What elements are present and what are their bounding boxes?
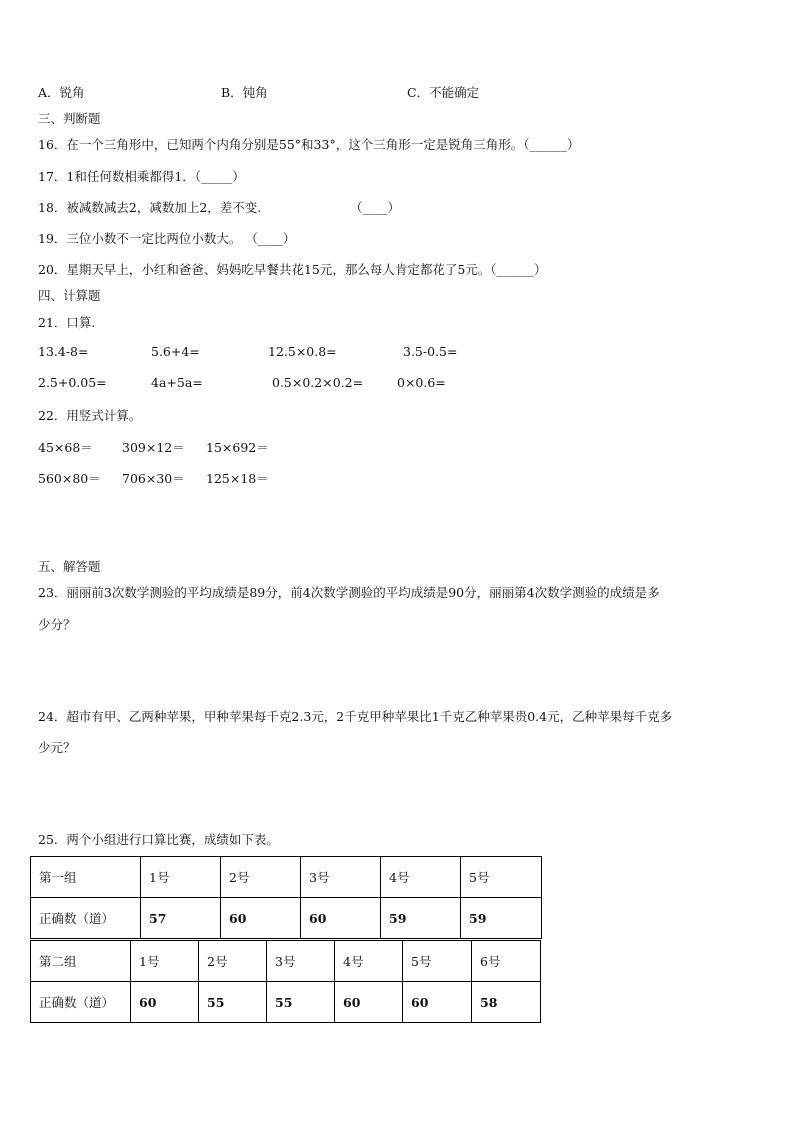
table-cell: 3号 (301, 857, 381, 898)
question-25-title: 25．两个小组进行口算比赛，成绩如下表。 (38, 832, 279, 847)
table-cell: 正确数（道） (31, 898, 141, 939)
question-23-line2: 少分？ (38, 617, 76, 632)
section-4-title: 四、计算题 (38, 288, 101, 303)
table-cell: 55 (199, 982, 267, 1023)
q21-item: 5.6+4= (151, 344, 200, 359)
table-cell: 59 (381, 898, 461, 939)
table-row (31, 982, 541, 1023)
table-cell: 60 (221, 898, 301, 939)
q15-option-a: A．锐角 (38, 85, 85, 100)
score-table-group-1 (30, 856, 542, 939)
question-24-line1: 24．超市有甲、乙两种苹果，甲种苹果每千克2.3元，2千克甲种苹果比1千克乙种苹果贵0.4元，乙种苹果每千克多 (38, 709, 673, 724)
table-cell: 4号 (381, 857, 461, 898)
q21-item: 4a+5a= (151, 375, 203, 390)
q22-item: 15×692＝ (206, 440, 269, 455)
table-cell: 2号 (221, 857, 301, 898)
question-22-title: 22．用竖式计算。 (38, 408, 142, 423)
question-24-line2: 少元？ (38, 740, 76, 755)
table-cell: 5号 (403, 941, 472, 982)
question-16: 16．在一个三角形中，已知两个内角分别是55°和33°，这个三角形一定是锐角三角形。（______） (38, 137, 580, 152)
table-cell: 58 (472, 982, 541, 1023)
question-19: 19．三位小数不一定比两位小数大。 （____） (38, 231, 296, 246)
table-cell: 3号 (267, 941, 335, 982)
section-3-title: 三、判断题 (38, 111, 101, 126)
table-cell: 60 (301, 898, 381, 939)
q21-item: 2.5+0.05= (38, 375, 107, 390)
q21-item: 13.4-8= (38, 344, 89, 359)
q21-item: 0.5×0.2×0.2= (272, 375, 364, 390)
table-cell: 1号 (141, 857, 221, 898)
table-cell: 55 (267, 982, 335, 1023)
q21-item: 3.5-0.5= (403, 344, 458, 359)
table-cell: 2号 (199, 941, 267, 982)
q22-item: 560×80＝ (38, 471, 101, 486)
q22-item: 309×12＝ (122, 440, 185, 455)
table-cell: 第一组 (31, 857, 141, 898)
table-cell: 60 (131, 982, 199, 1023)
question-20: 20．星期天早上，小红和爸爸、妈妈吃早餐共花15元，那么每人肯定都花了5元。（______） (38, 262, 547, 277)
question-17: 17．1和任何数相乘都得1．（_____） (38, 169, 245, 184)
table-header-row (31, 857, 542, 898)
question-21-title: 21．口算. (38, 315, 96, 330)
question-18-blank: （____） (350, 200, 401, 215)
q15-option-c: C．不能确定 (407, 85, 480, 100)
table-cell: 1号 (131, 941, 199, 982)
table-row (31, 898, 542, 939)
table-cell: 6号 (472, 941, 541, 982)
q22-item: 125×18＝ (206, 471, 269, 486)
q22-item: 706×30＝ (122, 471, 185, 486)
table-cell: 4号 (335, 941, 403, 982)
table-cell: 5号 (461, 857, 542, 898)
table-cell: 60 (335, 982, 403, 1023)
table-cell: 59 (461, 898, 542, 939)
score-table-group-2 (30, 940, 541, 1023)
question-18: 18．被减数减去2，减数加上2，差不变. (38, 200, 262, 215)
q15-option-b: B．钝角 (221, 85, 268, 100)
table-cell: 60 (403, 982, 472, 1023)
question-23-line1: 23．丽丽前3次数学测验的平均成绩是89分，前4次数学测验的平均成绩是90分，丽丽第4次数学测验的成绩是多 (38, 585, 660, 600)
table-cell: 正确数（道） (31, 982, 131, 1023)
section-5-title: 五、解答题 (38, 559, 101, 574)
q21-item: 12.5×0.8= (268, 344, 337, 359)
table-header-row (31, 941, 541, 982)
q21-item: 0×0.6= (397, 375, 446, 390)
table-cell: 第二组 (31, 941, 131, 982)
q22-item: 45×68＝ (38, 440, 93, 455)
table-cell: 57 (141, 898, 221, 939)
